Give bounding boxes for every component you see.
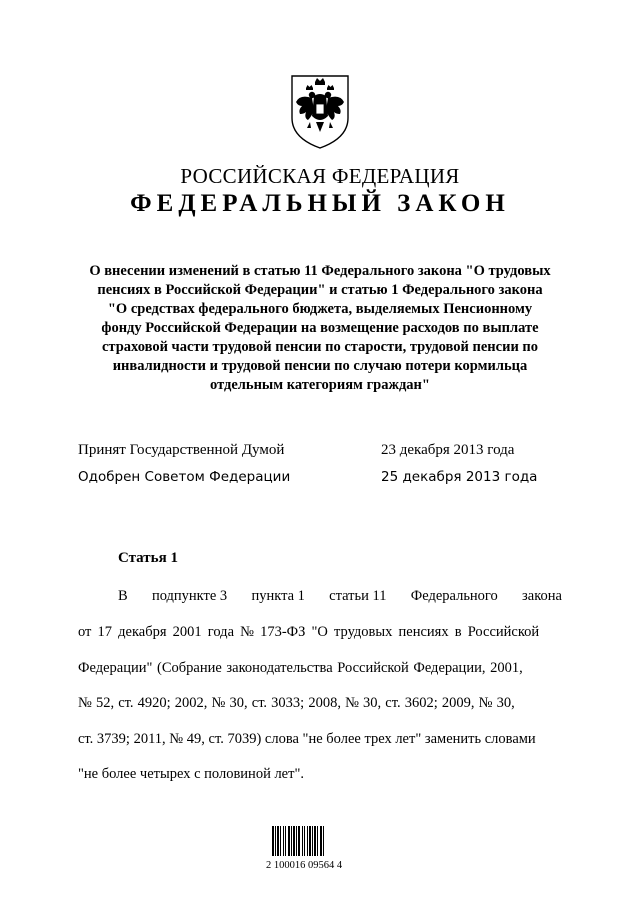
title-line: О внесении изменений в статью 11 Федерального закона "О трудовых	[89, 263, 551, 279]
country-name: РОССИЙСКАЯ ФЕДЕРАЦИЯ	[180, 164, 460, 188]
law-title	[70, 262, 570, 395]
adoption-duma	[78, 442, 578, 464]
title-line: фонду Российской Федерации на возмещение расходов по выплате	[101, 320, 539, 336]
title-line: пенсиях в Российской Федерации" и статью 1 Федерального закона	[97, 282, 543, 298]
article-heading: Статья 1	[118, 550, 178, 566]
text-line	[118, 588, 562, 605]
title-line: страховой части трудовой пенсии по старости, трудовой пенсии по	[101, 339, 539, 355]
coat-of-arms-icon	[284, 72, 356, 150]
title-line: "О средствах федерального бюджета, выделяемых Пенсионному	[107, 301, 533, 317]
text-word: статьи 11	[329, 588, 387, 604]
text-line: "не более четырех с половиной лет".	[78, 766, 305, 782]
document-type: ФЕДЕРАЛЬНЫЙ ЗАКОН	[130, 190, 510, 217]
text-line: Федерации" (Собрание законодательства Российской Федерации, 2001,	[78, 660, 523, 676]
text-word: подпункте 3	[151, 588, 228, 604]
barcode-number: 2 100016 09564 4	[266, 860, 343, 871]
text-word: В	[118, 588, 128, 604]
adoption-date: 23 декабря 2013 года	[381, 442, 515, 458]
adoption-label: Одобрен Советом Федерации	[78, 469, 291, 485]
title-line: отдельным категориям граждан"	[210, 377, 430, 393]
text-word: Федерального	[410, 588, 498, 604]
text-word: закона	[522, 588, 562, 604]
adoption-federation-council	[78, 469, 578, 491]
adoption-date: 25 декабря 2013 года	[381, 469, 538, 485]
title-line: инвалидности и трудовой пенсии по случаю потери кормильца	[112, 358, 528, 374]
text-word: пункта 1	[251, 588, 305, 604]
text-line: № 52, ст. 4920; 2002, № 30, ст. 3033; 2008, № 30, ст. 3602; 2009, № 30,	[78, 695, 515, 711]
text-line: от 17 декабря 2001 года № 173-ФЗ "О трудовых пенсиях в Российской	[78, 624, 540, 640]
text-line: ст. 3739; 2011, № 49, ст. 7039) слова "не более трех лет" заменить словами	[78, 731, 536, 747]
adoption-label: Принят Государственной Думой	[78, 442, 285, 458]
